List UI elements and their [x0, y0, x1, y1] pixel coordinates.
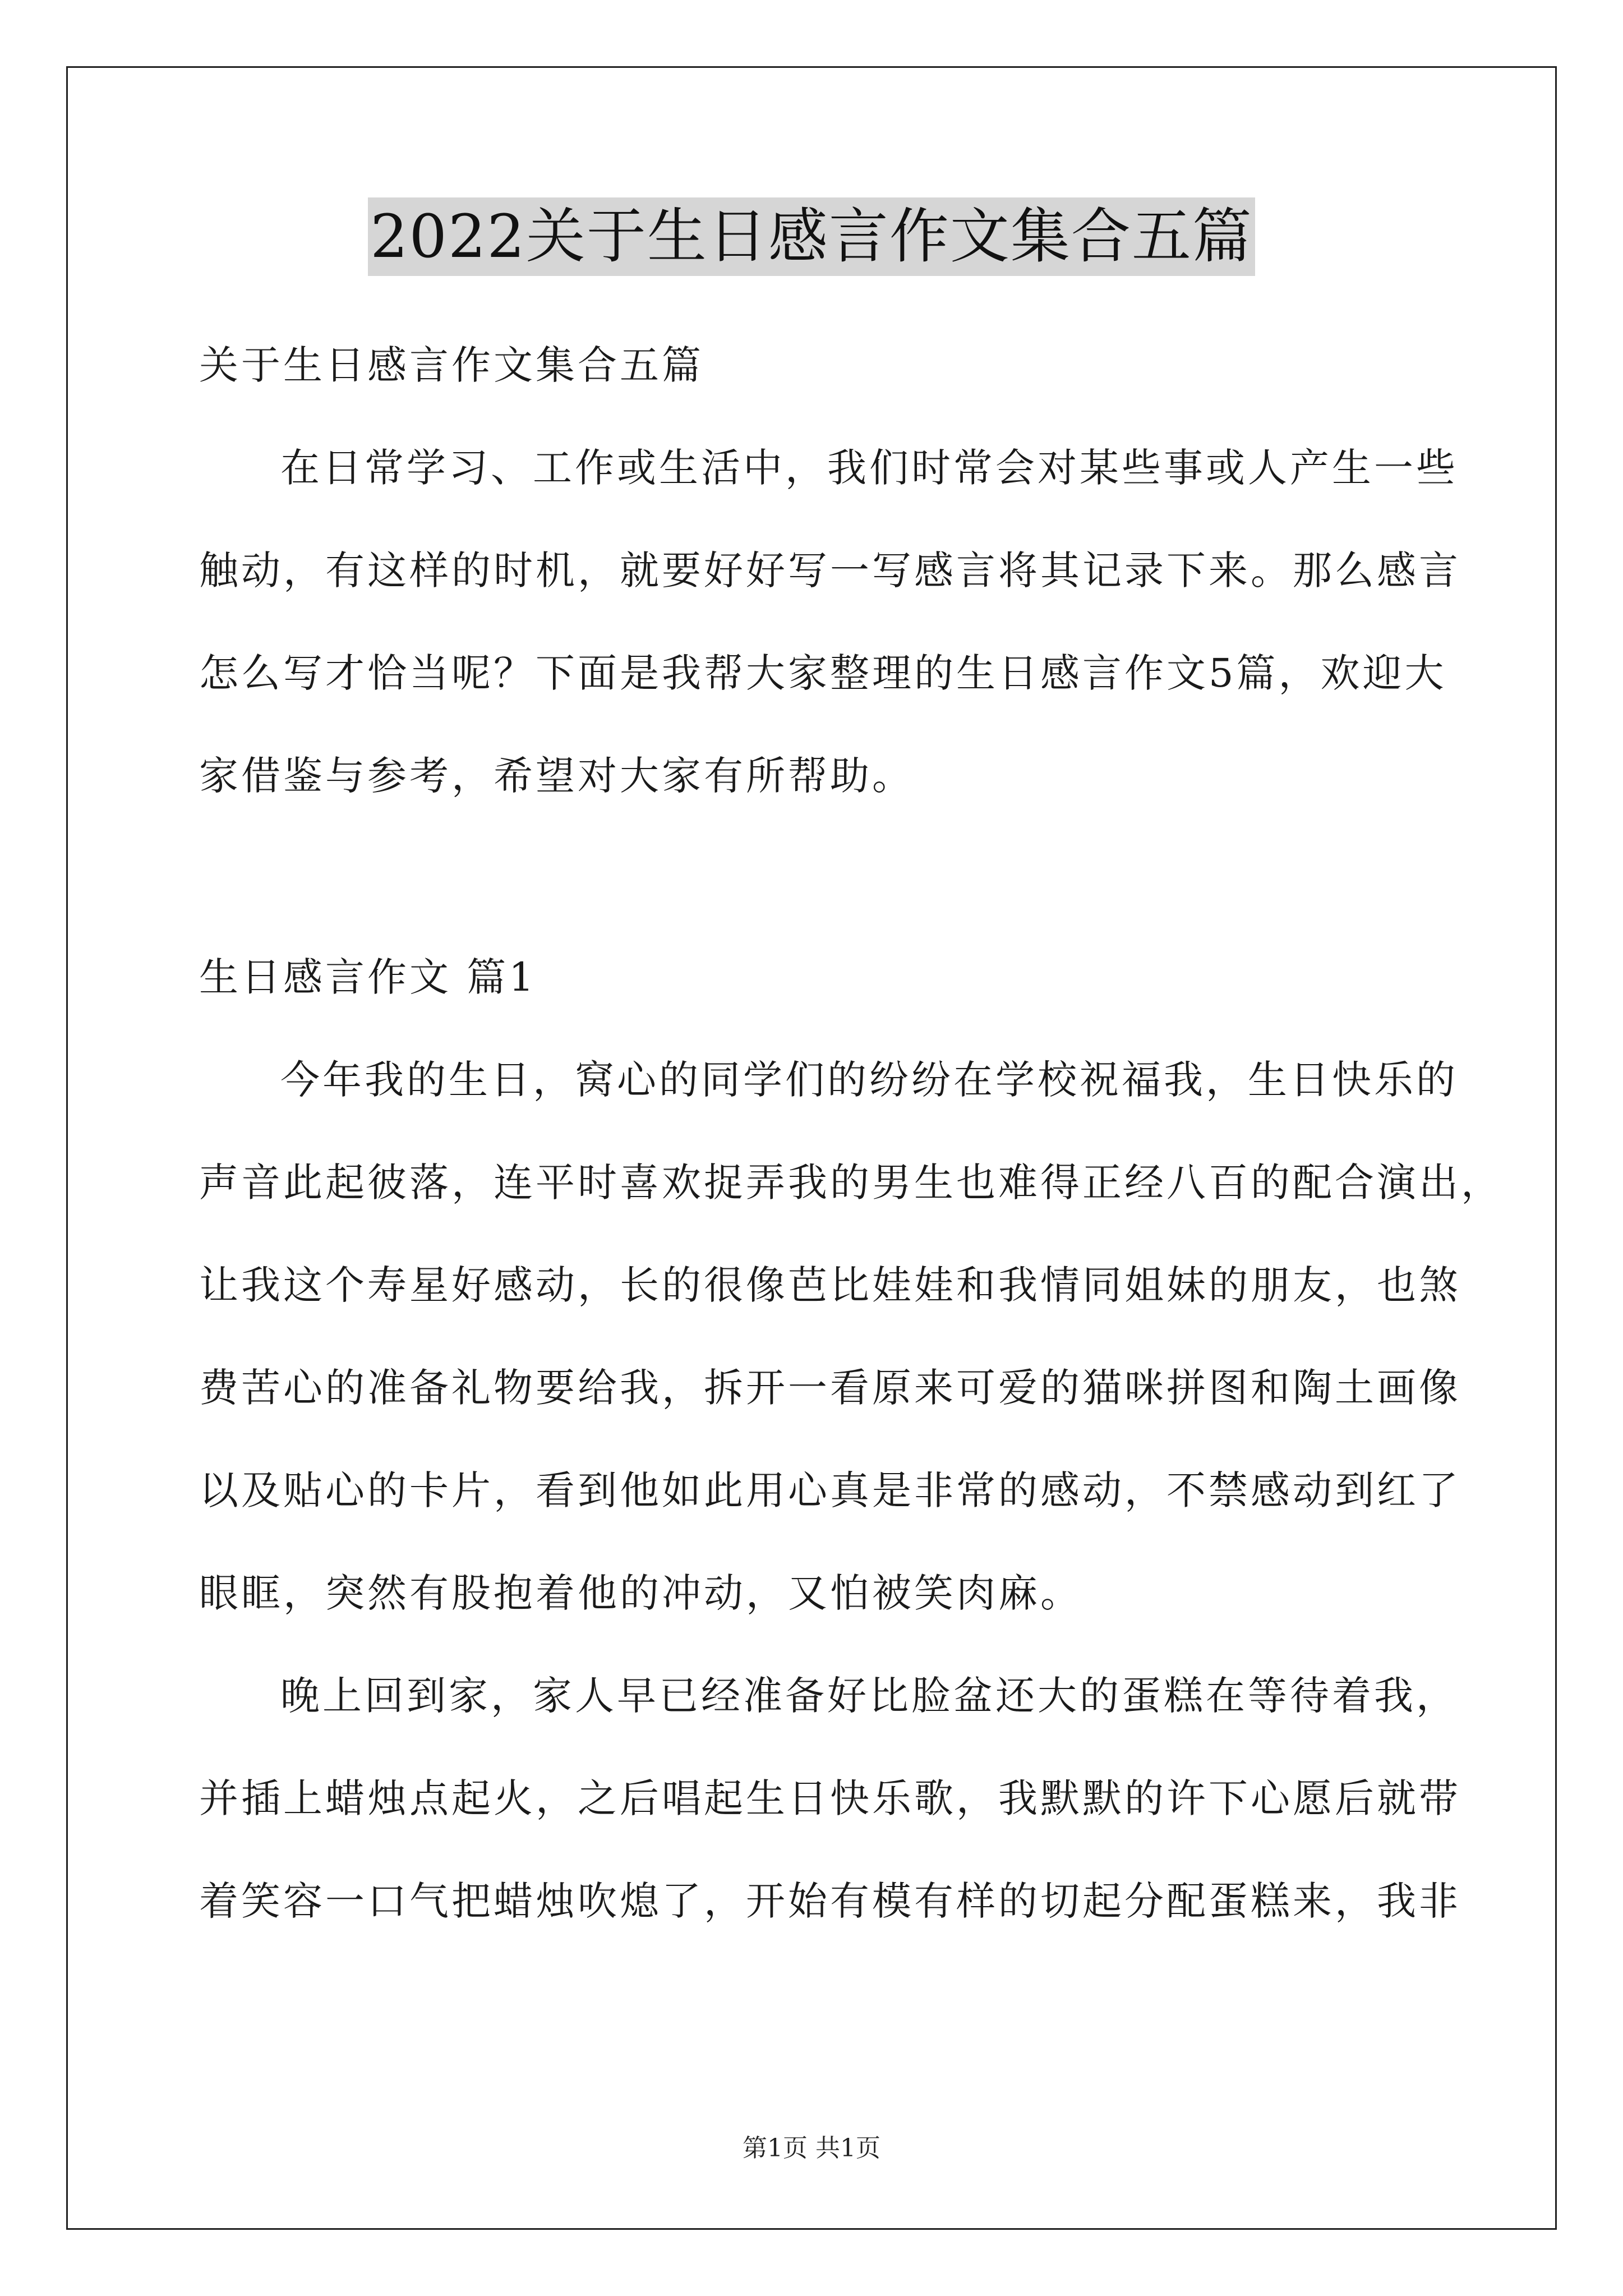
paragraph-line: 晚上回到家，家人早已经准备好比脸盆还大的蛋糕在等待着我， — [280, 1673, 1458, 1719]
section-heading: 生日感言作文 篇1 — [199, 954, 537, 1000]
paragraph-line: 着笑容一口气把蜡烛吹熄了，开始有模有样的切起分配蛋糕来，我非 — [199, 1878, 1461, 1924]
intro-paragraph — [199, 417, 1461, 827]
subtitle: 关于生日感言作文集合五篇 — [199, 342, 704, 388]
paragraph-line: 眼眶，突然有股抱着他的冲动，又怕被笑肉麻。 — [199, 1570, 1082, 1616]
paragraph-1 — [199, 1029, 1503, 1645]
paragraph-line: 声音此起彼落，连平时喜欢捉弄我的男生也难得正经八百的配合演出， — [199, 1159, 1503, 1205]
paragraph-line: 让我这个寿星好感动，长的很像芭比娃娃和我情同姐妹的朋友，也煞 — [199, 1262, 1461, 1308]
paragraph-line: 今年我的生日，窝心的同学们的纷纷在学校祝福我，生日快乐的 — [280, 1057, 1458, 1103]
title-container — [0, 197, 1623, 276]
intro-line: 家借鉴与参考，希望对大家有所帮助。 — [199, 753, 914, 799]
paragraph-line: 以及贴心的卡片，看到他如此用心真是非常的感动，不禁感动到红了 — [199, 1467, 1461, 1513]
intro-line: 在日常学习、工作或生活中，我们时常会对某些事或人产生一些 — [280, 445, 1458, 491]
document-body — [199, 314, 1503, 1953]
paragraph-line: 费苦心的准备礼物要给我，拆开一看原来可爱的猫咪拼图和陶土画像 — [199, 1365, 1461, 1411]
intro-line: 怎么写才恰当呢？下面是我帮大家整理的生日感言作文5篇，欢迎大 — [199, 650, 1447, 696]
document-title: 2022关于生日感言作文集合五篇 — [368, 197, 1255, 276]
section-spacer — [199, 827, 1433, 926]
paragraph-2 — [199, 1645, 1461, 1953]
page-footer: 第1页 共1页 — [743, 2134, 880, 2162]
paragraph-line: 并插上蜡烛点起火，之后唱起生日快乐歌，我默默的许下心愿后就带 — [199, 1775, 1461, 1821]
intro-line: 触动，有这样的时机，就要好好写一写感言将其记录下来。那么感言 — [199, 547, 1461, 593]
